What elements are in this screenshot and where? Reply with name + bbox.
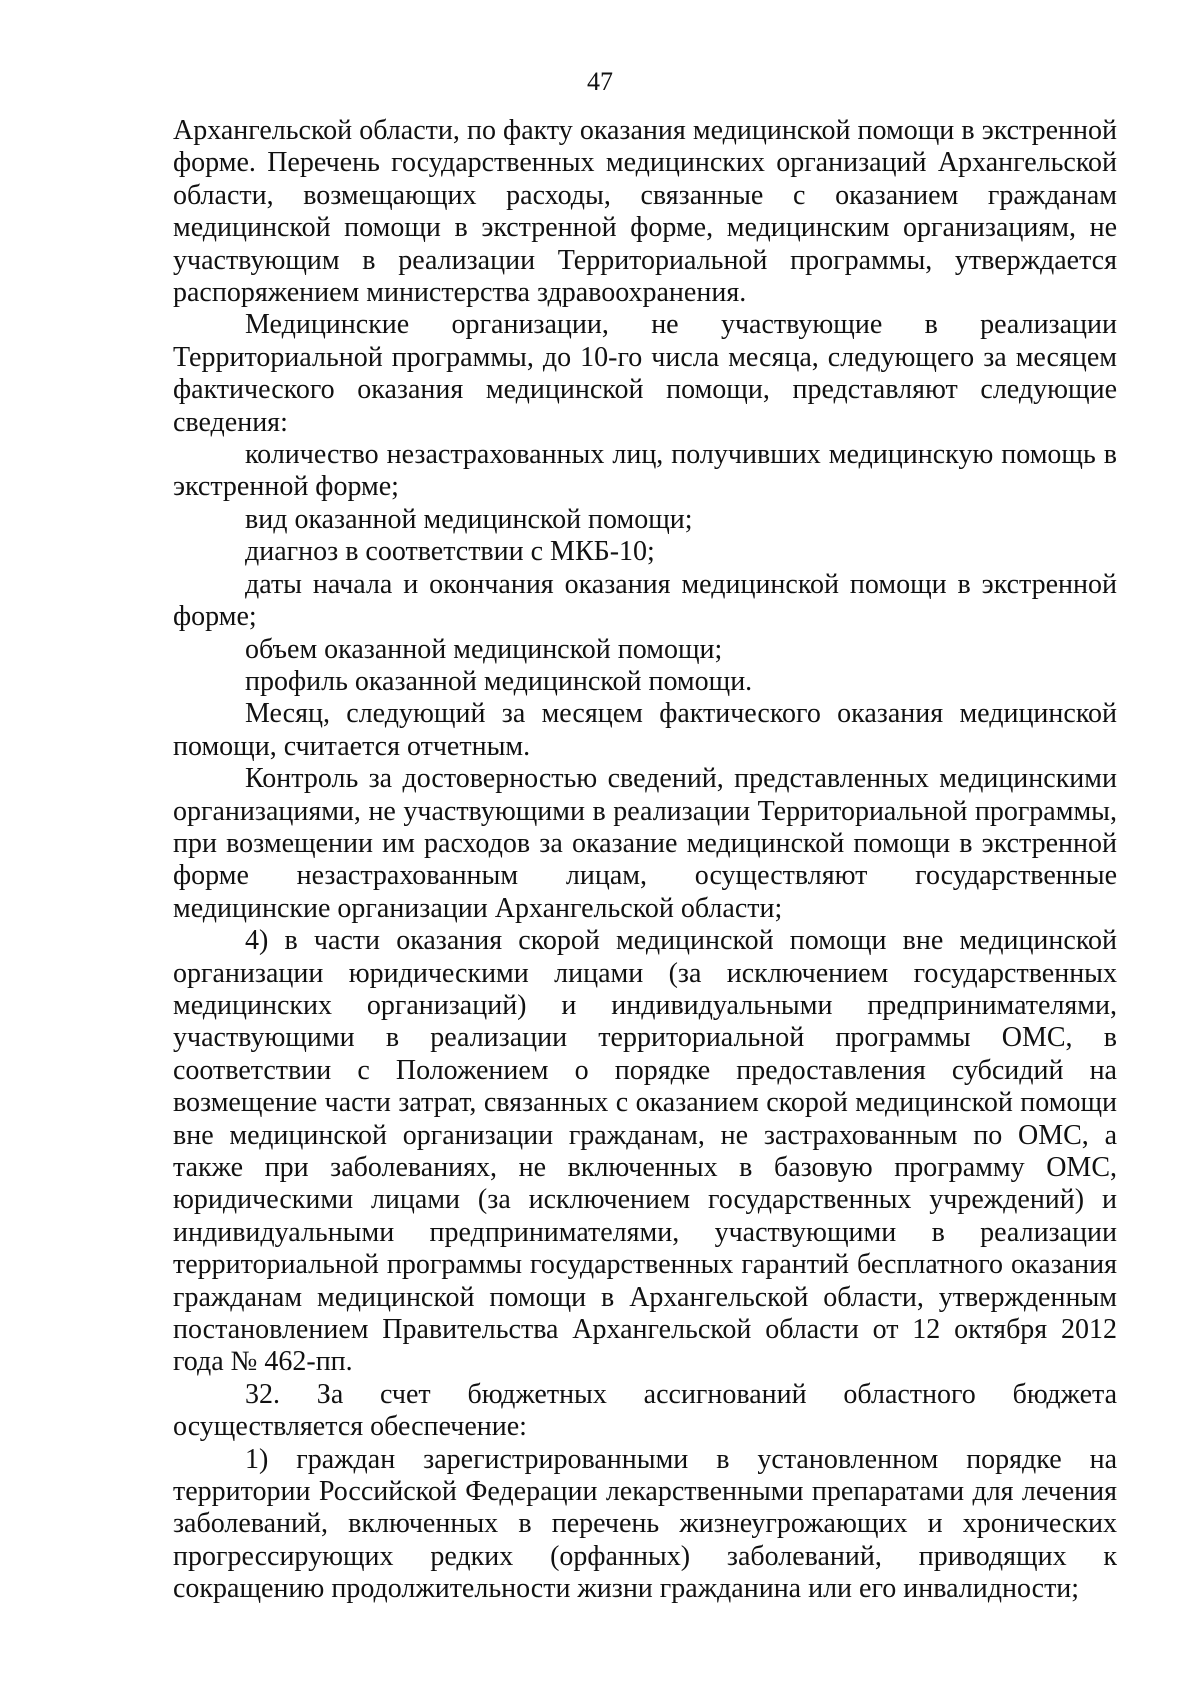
- paragraph-continuation: Архангельской области, по факту оказания медицинской помощи в экстренной форме. Перечень государственных медицинских организаций Архангельской области, возмещающих расходы, связанные с оказанием гражданам медицинской помощи в экстренной форме, медицинским организациям, не участвующим в реализации Территориальной программы, утверждается распоряжением министерства здравоохранения.: [173, 115, 1117, 309]
- paragraph: Контроль за достоверностью сведений, представленных медицинскими организациями, не участвующими в реализации Территориальной программы, при возмещении им расходов за оказание медицинской помощи в экстренной форме незастрахованным лицам, осуществляют государственные медицинские организации Архангельской области;: [173, 763, 1117, 924]
- list-item: даты начала и окончания оказания медицинской помощи в экстренной форме;: [173, 568, 1117, 633]
- numbered-paragraph: 1) граждан зарегистрированными в установленном порядке на территории Российской Федерации лекарственными препаратами для лечения заболеваний, включенных в перечень жизнеугрожающих и хронических прогрессирующих редких (орфанных) заболеваний, приводящих к сокращению продолжительности жизни гражданина или его инвалидности;: [173, 1443, 1117, 1605]
- list-item: количество незастрахованных лиц, получивших медицинскую помощь в экстренной форме;: [173, 439, 1117, 503]
- paragraph: Медицинские организации, не участвующие в реализации Территориальной программы, до 10-го числа месяца, следующего за месяцем фактического оказания медицинской помощи, представляют следующие сведения:: [173, 309, 1117, 438]
- list-item: вид оказанной медицинской помощи;: [245, 503, 693, 535]
- list-item: профиль оказанной медицинской помощи.: [245, 665, 753, 697]
- numbered-paragraph: 4) в части оказания скорой медицинской помощи вне медицинской организации юридическими лицами (за исключением государственных медицинских организаций) и индивидуальными предпринимателями, участвующими в реализации территориальной программы ОМС, в соответствии с Положением о порядке предоставления субсидий на возмещение части затрат, связанных с оказанием скорой медицинской помощи вне медицинской организации гражданам, не застрахованным по ОМС, а также при заболеваниях, не включенных в базовую программу ОМС, юридическими лицами (за исключением государственных учреждений) и индивидуальными предпринимателями, участвующими в реализации территориальной программы государственных гарантий бесплатного оказания гражданам медицинской помощи в Архангельской области, утвержденным постановлением Правительства Архангельской области от 12 октября 2012 года № 462-пп.: [173, 925, 1117, 1378]
- list-item: диагноз в соответствии с МКБ-10;: [245, 536, 655, 568]
- page-number: 47: [587, 67, 613, 96]
- section-paragraph: 32. За счет бюджетных ассигнований областного бюджета осуществляется обеспечение:: [173, 1378, 1117, 1443]
- paragraph: Месяц, следующий за месяцем фактического оказания медицинской помощи, считается отчетным.: [173, 698, 1117, 762]
- document-body: [173, 115, 1117, 1606]
- list-item: объем оказанной медицинской помощи;: [245, 633, 723, 665]
